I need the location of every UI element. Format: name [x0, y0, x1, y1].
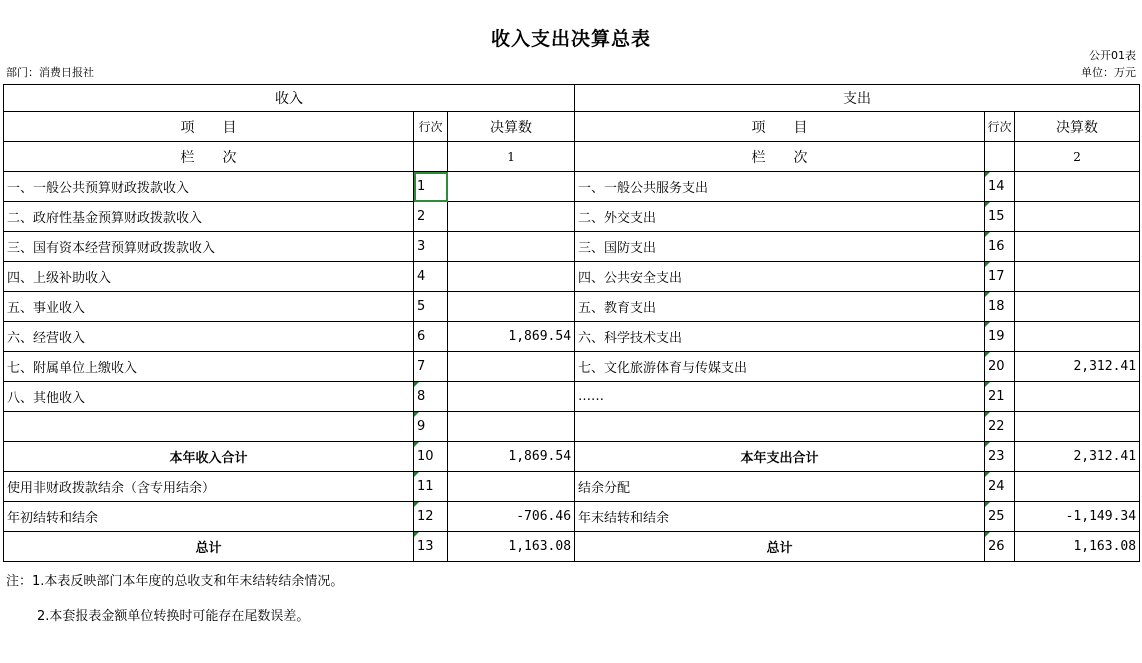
income-amount-cell[interactable]	[448, 412, 575, 442]
income-amount-cell[interactable]	[448, 172, 575, 202]
income-item-cell[interactable]: 总计	[4, 532, 414, 562]
expense-item-header: 项 目	[575, 112, 985, 142]
income-row-number-cell[interactable]: 3	[414, 232, 448, 262]
expense-row-number-cell[interactable]: 20	[985, 352, 1015, 382]
expense-amount-cell[interactable]	[1015, 202, 1140, 232]
expense-column-label: 栏 次	[575, 142, 985, 172]
income-row-number-cell[interactable]: 11	[414, 472, 448, 502]
expense-amount-cell[interactable]	[1015, 472, 1140, 502]
table-row	[4, 382, 1140, 412]
table-row	[4, 172, 1140, 202]
expense-column-blank	[985, 142, 1015, 172]
expense-item-cell[interactable]: 一、一般公共服务支出	[575, 172, 985, 202]
income-row-number-cell[interactable]: 2	[414, 202, 448, 232]
income-header: 收入	[4, 85, 575, 112]
income-amount-cell[interactable]	[448, 232, 575, 262]
expense-row-number-cell[interactable]: 23	[985, 442, 1015, 472]
income-row-number-cell[interactable]: 8	[414, 382, 448, 412]
note-1: 注：1.本表反映部门本年度的总收支和年末结转结余情况。	[6, 574, 344, 589]
expense-amount-cell[interactable]: 2,312.41	[1015, 352, 1140, 382]
income-item-cell[interactable]: 五、事业收入	[4, 292, 414, 322]
expense-row-number-cell[interactable]: 18	[985, 292, 1015, 322]
income-amount-cell[interactable]: 1,869.54	[448, 442, 575, 472]
expense-row-number-cell[interactable]: 14	[985, 172, 1015, 202]
income-item-cell[interactable]: 三、国有资本经营预算财政拨款收入	[4, 232, 414, 262]
expense-amount-cell[interactable]	[1015, 172, 1140, 202]
income-item-cell[interactable]: 七、附属单位上缴收入	[4, 352, 414, 382]
report-title: 收入支出决算总表	[490, 28, 651, 50]
table-row	[4, 202, 1140, 232]
income-amount-header: 决算数	[448, 112, 575, 142]
income-row-no-header: 行次	[414, 112, 448, 142]
expense-item-cell[interactable]: 结余分配	[575, 472, 985, 502]
expense-amount-cell[interactable]: 1,163.08	[1015, 532, 1140, 562]
expense-item-cell[interactable]: 三、国防支出	[575, 232, 985, 262]
income-row-number-cell[interactable]: 1	[414, 172, 448, 202]
income-amount-cell[interactable]: 1,163.08	[448, 532, 575, 562]
income-row-number-cell[interactable]: 7	[414, 352, 448, 382]
income-item-cell[interactable]: 二、政府性基金预算财政拨款收入	[4, 202, 414, 232]
expense-amount-cell[interactable]	[1015, 262, 1140, 292]
income-item-cell[interactable]: 八、其他收入	[4, 382, 414, 412]
income-amount-cell[interactable]	[448, 352, 575, 382]
income-amount-cell[interactable]	[448, 472, 575, 502]
income-row-number-cell[interactable]: 6	[414, 322, 448, 352]
expense-row-no-header: 行次	[985, 112, 1015, 142]
expense-amount-cell[interactable]	[1015, 292, 1140, 322]
income-amount-cell[interactable]: 1,869.54	[448, 322, 575, 352]
note-2: 2.本套报表金额单位转换时可能存在尾数误差。	[37, 609, 310, 624]
expense-item-cell[interactable]: 七、文化旅游体育与传媒支出	[575, 352, 985, 382]
expense-item-cell[interactable]: 四、公共安全支出	[575, 262, 985, 292]
income-item-cell[interactable]: 本年收入合计	[4, 442, 414, 472]
expense-item-cell[interactable]: ……	[575, 382, 985, 412]
income-amount-cell[interactable]	[448, 262, 575, 292]
expense-amount-cell[interactable]	[1015, 382, 1140, 412]
table-row	[4, 322, 1140, 352]
expense-item-cell[interactable]: 年末结转和结余	[575, 502, 985, 532]
table-row	[4, 442, 1140, 472]
income-item-cell[interactable]	[4, 412, 414, 442]
expense-row-number-cell[interactable]: 26	[985, 532, 1015, 562]
expense-row-number-cell[interactable]: 21	[985, 382, 1015, 412]
expense-item-cell[interactable]: 六、科学技术支出	[575, 322, 985, 352]
table-row	[4, 292, 1140, 322]
income-item-cell[interactable]: 年初结转和结余	[4, 502, 414, 532]
income-amount-cell[interactable]: -706.46	[448, 502, 575, 532]
expense-row-number-cell[interactable]: 15	[985, 202, 1015, 232]
unit-label: 单位：万元	[1081, 66, 1136, 79]
table-row	[4, 532, 1140, 562]
income-row-number-cell[interactable]: 13	[414, 532, 448, 562]
expense-amount-cell[interactable]	[1015, 232, 1140, 262]
table-row	[4, 232, 1140, 262]
income-row-number-cell[interactable]: 4	[414, 262, 448, 292]
income-expense-table	[3, 84, 1140, 562]
income-amount-cell[interactable]	[448, 202, 575, 232]
expense-amount-cell[interactable]: 2,312.41	[1015, 442, 1140, 472]
expense-amount-header: 决算数	[1015, 112, 1140, 142]
expense-row-number-cell[interactable]: 24	[985, 472, 1015, 502]
table-row	[4, 352, 1140, 382]
table-row	[4, 412, 1140, 442]
table-row	[4, 472, 1140, 502]
table-row	[4, 262, 1140, 292]
income-item-cell[interactable]: 一、一般公共预算财政拨款收入	[4, 172, 414, 202]
expense-header: 支出	[575, 85, 1140, 112]
income-item-cell[interactable]: 使用非财政拨款结余（含专用结余）	[4, 472, 414, 502]
expense-item-cell[interactable]: 本年支出合计	[575, 442, 985, 472]
expense-item-cell[interactable]: 总计	[575, 532, 985, 562]
expense-amount-cell[interactable]: -1,149.34	[1015, 502, 1140, 532]
income-row-number-cell[interactable]: 10	[414, 442, 448, 472]
expense-row-number-cell[interactable]: 25	[985, 502, 1015, 532]
expense-row-number-cell[interactable]: 19	[985, 322, 1015, 352]
expense-row-number-cell[interactable]: 17	[985, 262, 1015, 292]
expense-item-cell[interactable]	[575, 412, 985, 442]
expense-row-number-cell[interactable]: 16	[985, 232, 1015, 262]
income-item-cell[interactable]: 四、上级补助收入	[4, 262, 414, 292]
expense-amount-cell[interactable]	[1015, 322, 1140, 352]
income-item-header: 项 目	[4, 112, 414, 142]
income-row-number-cell[interactable]: 5	[414, 292, 448, 322]
income-row-number-cell[interactable]: 9	[414, 412, 448, 442]
expense-item-cell[interactable]: 五、教育支出	[575, 292, 985, 322]
department-label: 部门：消费日报社	[6, 66, 94, 79]
income-column-blank	[414, 142, 448, 172]
expense-amount-cell[interactable]	[1015, 412, 1140, 442]
income-item-cell[interactable]: 六、经营收入	[4, 322, 414, 352]
income-amount-cell[interactable]	[448, 382, 575, 412]
table-row	[4, 502, 1140, 532]
income-column-number: 1	[448, 142, 575, 172]
expense-column-number: 2	[1015, 142, 1140, 172]
income-row-number-cell[interactable]: 12	[414, 502, 448, 532]
expense-row-number-cell[interactable]: 22	[985, 412, 1015, 442]
income-column-label: 栏 次	[4, 142, 414, 172]
income-amount-cell[interactable]	[448, 292, 575, 322]
form-code: 公开01表	[1089, 49, 1136, 62]
expense-item-cell[interactable]: 二、外交支出	[575, 202, 985, 232]
